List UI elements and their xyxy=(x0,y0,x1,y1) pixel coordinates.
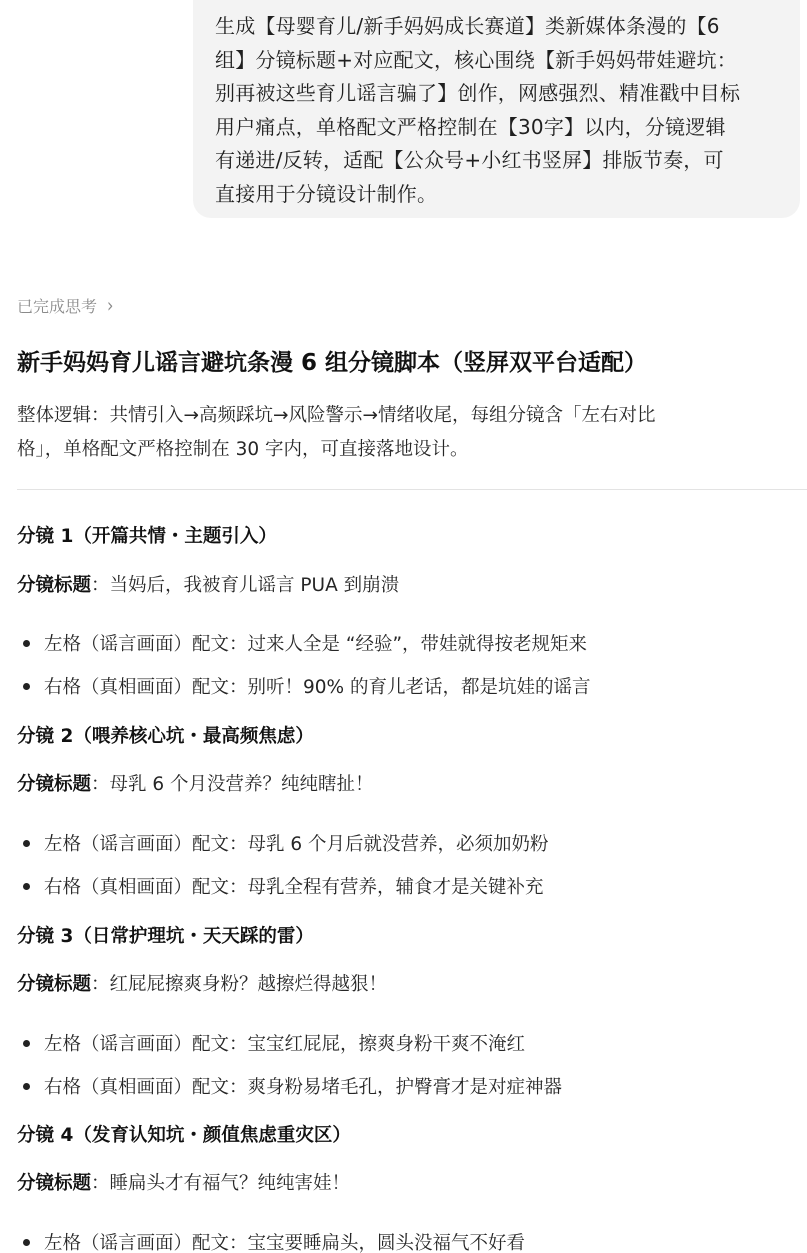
user-message-line: 直接用于分镜设计制作。 xyxy=(215,181,438,206)
list-item xyxy=(17,1030,525,1056)
intro-line: 格」，单格配文严格控制在 30 字内，可直接落地设计。 xyxy=(17,439,469,460)
list-item xyxy=(17,1073,562,1099)
list-item-text: 右格（真相画面）配文：别听！90% 的育儿老话，都是坑娃的谣言 xyxy=(44,677,591,698)
bullet-dot xyxy=(23,640,30,647)
panel-title-text: ：当妈后，我被育儿谣言 PUA 到崩溃 xyxy=(91,575,400,596)
section-heading: 分镜 2（喂养核心坑・最高频焦虑） xyxy=(17,726,314,747)
list-item xyxy=(17,630,587,656)
panel-title xyxy=(17,571,399,597)
section-heading: 分镜 4（发育认知坑・颜值焦虑重灾区） xyxy=(17,1125,351,1146)
user-message-line: 有递进/反转，适配【公众号+小红书竖屏】排版节奏，可 xyxy=(215,148,724,172)
section-heading: 分镜 1（开篇共情・主题引入） xyxy=(17,526,277,547)
list-item xyxy=(17,830,549,856)
panel-title-text: ：红屁屁擦爽身粉？越擦烂得越狠！ xyxy=(91,974,388,995)
list-item xyxy=(17,673,591,699)
panel-title xyxy=(17,1169,350,1195)
section-divider xyxy=(17,489,807,490)
user-message-line: 别再被这些育儿谣言骗了】创作，网感强烈、精准戳中目标 xyxy=(215,81,741,105)
thinking-toggle[interactable] xyxy=(17,294,113,317)
list-item-text: 左格（谣言画面）配文：宝宝红屁屁，擦爽身粉干爽不淹红 xyxy=(44,1034,526,1055)
thinking-label: 已完成思考 xyxy=(17,297,98,316)
user-message-line: 生成【母婴育儿/新手妈妈成长赛道】类新媒体条漫的【6 xyxy=(215,14,720,38)
response-title: 新手妈妈育儿谣言避坑条漫 6 组分镜脚本（竖屏双平台适配） xyxy=(17,350,648,376)
list-item xyxy=(17,873,544,899)
user-message-bubble xyxy=(193,0,800,218)
panel-title xyxy=(17,770,374,796)
panel-title-text: ：睡扁头才有福气？纯纯害娃！ xyxy=(91,1173,351,1194)
section-heading: 分镜 3（日常护理坑・天天踩的雷） xyxy=(17,926,314,947)
panel-title-label: 分镜标题 xyxy=(17,575,92,596)
list-item-text: 右格（真相画面）配文：母乳全程有营养，辅食才是关键补充 xyxy=(44,877,544,898)
list-item-text: 左格（谣言画面）配文：母乳 6 个月后就没营养，必须加奶粉 xyxy=(44,834,549,855)
bullet-dot xyxy=(23,683,30,690)
bullet-dot xyxy=(23,883,30,890)
list-item-text: 右格（真相画面）配文：爽身粉易堵毛孔，护臀膏才是对症神器 xyxy=(44,1077,563,1098)
bullet-dot xyxy=(23,1083,30,1090)
bullet-dot xyxy=(23,840,30,847)
panel-title xyxy=(17,970,387,996)
user-message-line: 用户痛点，单格配文严格控制在【30字】以内，分镜逻辑 xyxy=(215,114,726,139)
bullet-dot xyxy=(23,1040,30,1047)
intro-line: 整体逻辑：共情引入→高频踩坑→风险警示→情绪收尾，每组分镜含「左右对比 xyxy=(17,405,656,426)
response-intro xyxy=(17,399,797,467)
chevron-right-icon: › xyxy=(107,294,114,317)
bullet-dot xyxy=(23,1239,30,1246)
user-message-line: 组】分镜标题+对应配文，核心围绕【新手妈妈带娃避坑： xyxy=(215,47,737,72)
panel-title-label: 分镜标题 xyxy=(17,774,92,795)
list-item-text: 左格（谣言画面）配文：宝宝要睡扁头，圆头没福气不好看 xyxy=(44,1233,526,1253)
list-item-text: 左格（谣言画面）配文：过来人全是 “经验”，带娃就得按老规矩来 xyxy=(44,634,588,655)
panel-title-text: ：母乳 6 个月没营养？纯纯瞎扯！ xyxy=(91,774,374,795)
panel-title-label: 分镜标题 xyxy=(17,1173,92,1194)
panel-title-label: 分镜标题 xyxy=(17,974,92,995)
list-item xyxy=(17,1229,525,1253)
